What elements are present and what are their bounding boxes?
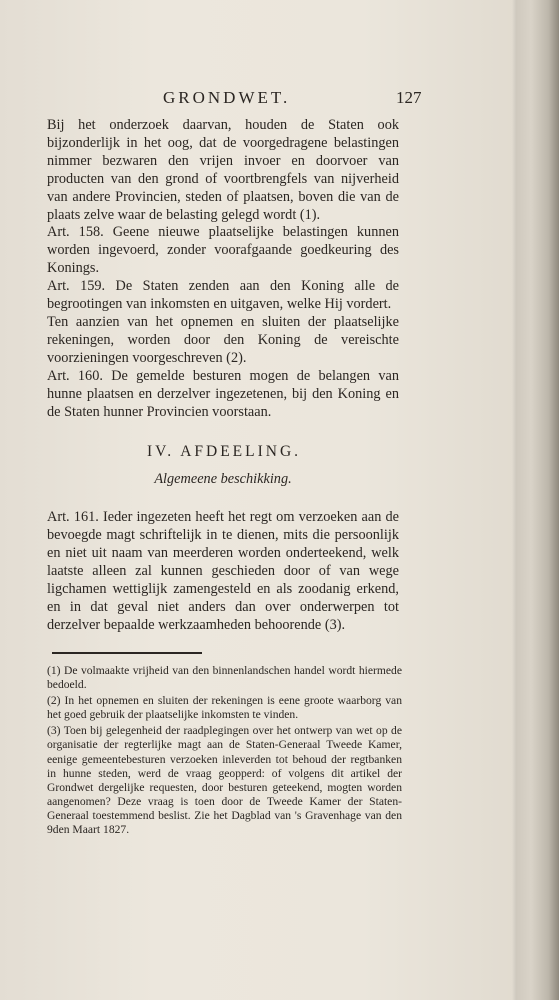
page-edge <box>516 0 559 1000</box>
main-text <box>47 117 399 635</box>
footnotes <box>47 664 402 839</box>
section-subheading: Algemeene beschikking. <box>154 471 292 488</box>
running-head <box>0 88 516 112</box>
page-number: 127 <box>396 88 422 107</box>
running-title: GRONDWET. <box>163 88 291 107</box>
paragraph: Art. 158. Geene nieuwe plaatselijke belastingen kunnen worden ingevoerd, zonder voorafgaande goedkeuring des Konings. <box>47 224 399 277</box>
footnote: (1) De volmaakte vrijheid van den binnenlandschen handel wordt hiermede bedoeld. <box>47 664 402 692</box>
footnote: (3) Toen bij gelegenheid der raadplegingen over het ontwerp van wet op de organisatie der regterlijke magt aan de Staten-Generaal Tweede Kamer, eenige gemeentebesturen verzoeken inleverden tot behoud der regtbanken in hunne steden, werd de vraag geopperd: of volgens dit artikel der Grondwet dergelijke requesten, door besturen geteekend, mogten worden aangenomen? Deze vraag is toen door de Tweede Kamer der Staten-Generaal toestemmend beslist. Zie het Dagblad van 's Gravenhage van den 9den Maart 1827. <box>47 724 402 837</box>
paragraph: Ten aanzien van het opnemen en sluiten der plaatselijke rekeningen, worden door den Koning de vereischte voorzieningen voorgeschreven (2). <box>47 313 399 366</box>
paragraph: Art. 160. De gemelde besturen mogen de belangen van hunne plaatsen en derzelver ingezetenen, bij den Koning en de Staten hunner Provincien voorstaan. <box>47 367 399 420</box>
footnote-rule <box>52 652 202 654</box>
paragraph: Art. 159. De Staten zenden aan den Koning alle de begrootingen van inkomsten en uitgaven, welke Hij vordert. <box>47 278 399 313</box>
paragraph: Art. 161. Ieder ingezeten heeft het regt om verzoeken aan de bevoegde magt schriftelijk in te dienen, mits die persoonlijk en niet uit naam van meerderen worden onderteekend, welk laatste alleen zal kunnen geschieden door of van wege ligchamen wettiglijk zamengesteld en als zoodanig erkend, en in dat geval niet anders dan over onderwerpen tot derzelver bepaalde werkzaamheden behoorende (3). <box>47 509 399 633</box>
footnote: (2) In het opnemen en sluiten der rekeningen is eene groote waarborg van het goed gebruik der plaatselijke inkomsten te vinden. <box>47 694 402 722</box>
section-heading: IV. AFDEELING. <box>146 443 302 461</box>
paragraph: Bij het onderzoek daarvan, houden de Staten ook bijzonderlijk in het oog, dat de voorgedragene belastingen nimmer bezwaren den vrijen invoer en doorvoer van producten van den grond of voortbrengfels van nijverheid van andere Provincien, steden of plaatsen, boven die van de plaats zelve waar de belasting gelegd wordt (1). <box>47 117 399 223</box>
